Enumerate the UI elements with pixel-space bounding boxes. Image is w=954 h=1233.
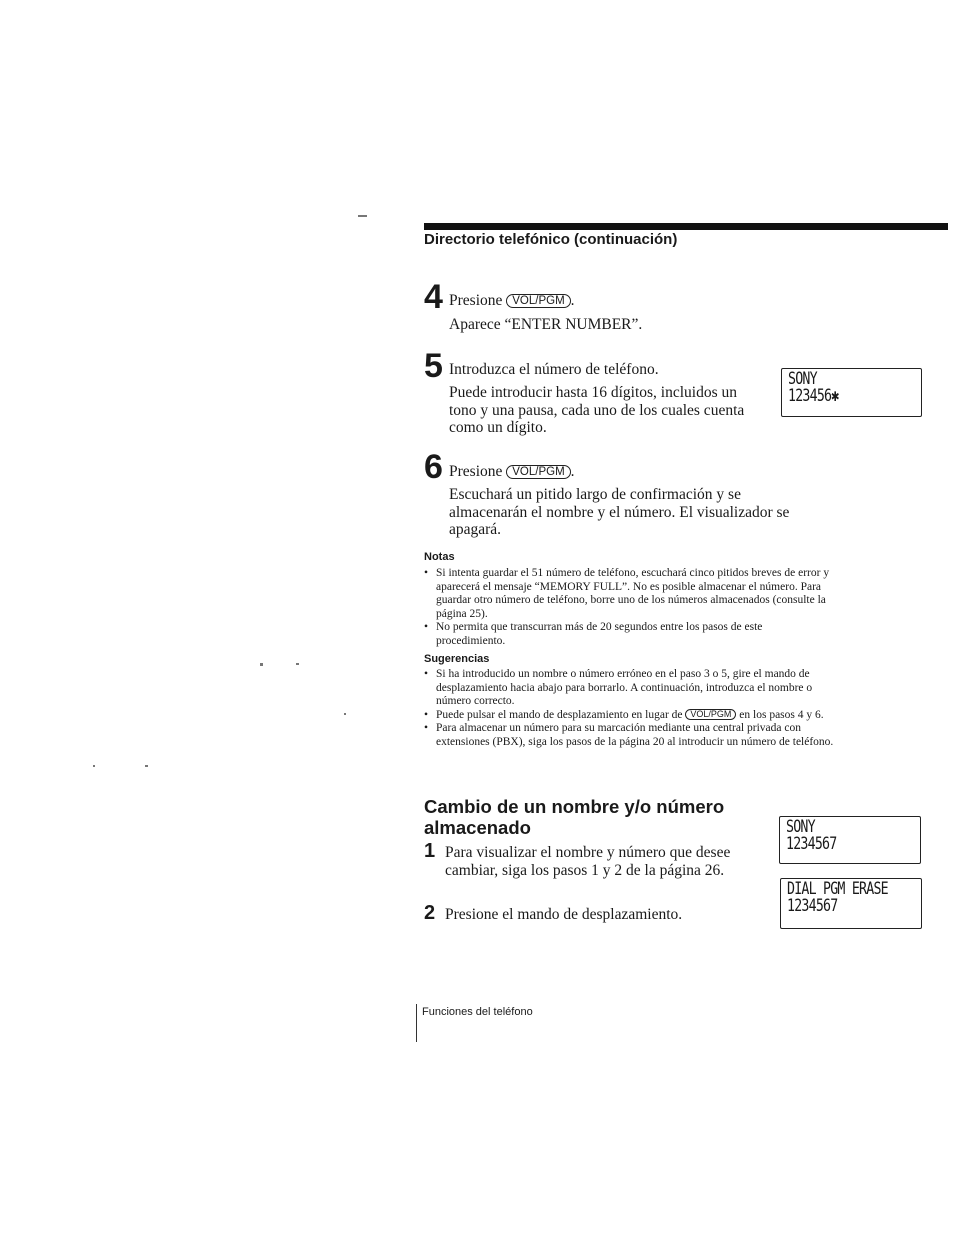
vol-pgm-key: VOL/PGM <box>506 465 570 479</box>
lcd-display-entering-number <box>781 368 922 417</box>
step-6-instruction <box>449 463 575 481</box>
bullet-icon: • <box>424 668 429 680</box>
scan-speck <box>260 663 263 666</box>
scan-speck <box>358 215 367 217</box>
blinking-cursor-icon: ✱ <box>831 386 839 406</box>
lcd-line-mode: DIAL PGM ERASE <box>787 879 888 899</box>
section-title: Directorio telefónico (continuación) <box>424 231 678 248</box>
sub-step-number-1: 1 <box>424 840 436 862</box>
footer-rule <box>416 1004 417 1042</box>
lcd-line-number: 1234567 <box>787 896 838 916</box>
footer-label: Funciones del teléfono <box>422 1006 533 1018</box>
step-number-5: 5 <box>424 347 443 385</box>
tips-heading: Sugerencias <box>424 653 490 665</box>
lcd-number-digits: 123456 <box>788 386 832 406</box>
step-5-detail: Puede introducir hasta 16 dígitos, incluidos un tono y una pausa, cada uno de los cuales cuenta como un dígito. <box>449 384 745 436</box>
step-6-suffix: . <box>570 463 575 480</box>
sub-step-number-2: 2 <box>424 902 436 924</box>
scan-speck <box>296 663 299 665</box>
step-4-prefix: Presione <box>449 292 507 309</box>
lcd-line-number <box>788 386 892 406</box>
vol-pgm-key: VOL/PGM <box>506 294 570 308</box>
step-6-detail: Escuchará un pitido largo de confirmación y se almacenarán el nombre y el número. El visualizador se apagará. <box>449 486 790 538</box>
bullet-icon: • <box>424 621 429 633</box>
lcd-line-name: SONY <box>788 369 817 389</box>
scan-speck <box>93 765 95 767</box>
step-4-detail: Aparece “ENTER NUMBER”. <box>449 316 643 333</box>
note-item: • No permita que transcurran más de 20 segundos entre los pasos de este procedimiento. <box>424 621 763 647</box>
step-5-instruction: Introduzca el número de teléfono. <box>449 361 659 378</box>
bullet-icon: • <box>424 708 429 721</box>
subsection-title-line2: almacenado <box>424 817 531 838</box>
note-item: • Si intenta guardar el 51 número de teléfono, escuchará cinco pitidos breves de error y aparecerá el mensaje “MEMORY FULL”. No es posible almacenar el número. Para guardar otro número de teléfono, borre uno de los números almacenados (consulte la página 25). <box>424 567 830 620</box>
tip-item: • Si ha introducido un nombre o número erróneo en el paso 3 o 5, gire el mando de desplazamiento hacia abajo para borrarlo. A continuación, introduzca el nombre o número correcto. <box>424 668 813 707</box>
tip-item: • Puede pulsar el mando de desplazamiento en lugar de VOL/PGM en los pasos 4 y 6. <box>424 708 824 721</box>
step-4-instruction <box>449 292 575 310</box>
tip-item: • Para almacenar un número para su marcación mediante una central privada con extensiones (PBX), siga los pasos de la página 20 al introducir un número de teléfono. <box>424 722 834 748</box>
step-number-6: 6 <box>424 448 443 486</box>
subsection-title <box>424 796 764 838</box>
sub-step-2-text: Presione el mando de desplazamiento. <box>445 906 683 923</box>
step-number-4: 4 <box>424 278 443 316</box>
scan-speck <box>344 713 346 715</box>
sub-step-1-text: Para visualizar el nombre y número que desee cambiar, siga los pasos 1 y 2 de la página 26. <box>445 844 731 879</box>
bullet-icon: • <box>424 722 429 734</box>
scan-speck <box>145 765 148 767</box>
header-rule <box>424 223 948 230</box>
lcd-display-stored <box>779 816 921 864</box>
step-4-suffix: . <box>570 292 575 309</box>
lcd-line-name: SONY <box>786 817 815 837</box>
notes-heading: Notas <box>424 551 455 563</box>
lcd-display-edit-mode <box>780 878 922 929</box>
vol-pgm-key: VOL/PGM <box>685 709 736 720</box>
lcd-line-number: 1234567 <box>786 834 837 854</box>
subsection-title-line1: Cambio de un nombre y/o número <box>424 796 725 817</box>
notes-list <box>424 567 834 648</box>
bullet-icon: • <box>424 567 429 579</box>
step-6-prefix: Presione <box>449 463 507 480</box>
tips-list <box>424 668 834 749</box>
